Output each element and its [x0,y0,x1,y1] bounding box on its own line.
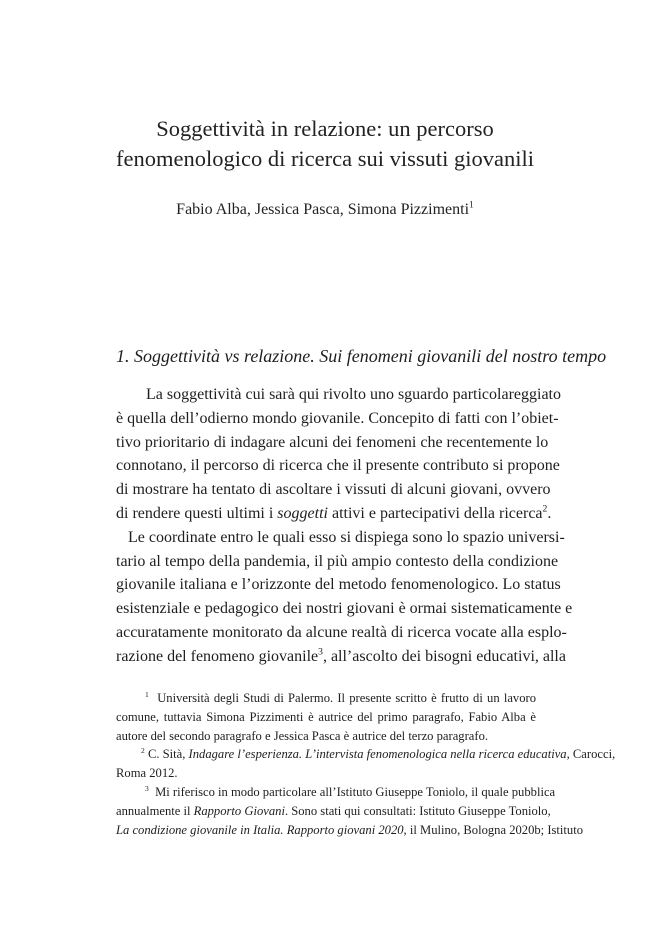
footnote-text: Mi riferisco in modo particolare all’Istituto Giuseppe Toniolo, il quale pubblica [155,784,556,799]
paragraph-2-line: Le coordinate entro le quali esso si dispiega sono lo spazio universi- [128,528,565,546]
section-heading: 1. Soggettività vs relazione. Sui fenomeni giovanili del nostro tempo [116,346,607,366]
text-run: di rendere questi ultimi i [116,504,278,522]
footnote-ref-1[interactable]: 1 [469,199,474,211]
cited-title: La condizione giovanile in Italia. Rapporto giovani 2020 [116,822,404,837]
footnote-3-line [116,783,556,802]
paragraph-2-line [116,645,566,669]
paragraph-2-line: accuratamente monitorato da alcune realtà di ricerca vocate alla esplo- [116,623,567,641]
cited-title: Indagare l’esperienza. L’intervista fenomenologica nella ricerca educativa [188,747,567,762]
footnote-mark-2: 2 [141,746,145,756]
paper-title [0,114,650,174]
body-text [116,383,573,669]
text-run: , all’ascolto dei bisogni educativi, alla [322,647,566,665]
title-line-1: Soggettività in relazione: un percorso [156,116,494,141]
footnote-2-line: Roma 2012. [116,766,178,781]
footnote-ref-3[interactable]: 3 [318,646,323,658]
paragraph-2-line: tario al tempo della pandemia, il più ampio contesto della condizione [116,552,559,570]
cited-title: Rapporto Giovani [193,803,285,818]
paragraph-1-line: La soggettività cui sarà qui rivolto uno sguardo particolareggiato [146,386,561,403]
footnote-text: annualmente il [116,803,194,818]
footnote-text: , Carocci, [566,747,616,762]
paragraph-2-line: esistenziale e pedagogico dei nostri giovani è ormai sistematicamente e [116,600,573,618]
paragraph-1-last-line [116,502,552,526]
footnote-1-line: autore del secondo paragrafo e Jessica Pasca è autrice del terzo paragrafo. [116,728,489,743]
footnote-text: C. Sità, [147,747,189,762]
title-line-2: fenomenologico di ricerca sui vissuti giovanili [115,146,535,171]
footnote-3-line [116,802,551,821]
text-run: . [547,504,552,522]
paragraph-2-line: giovanile italiana e l’orizzonte del metodo fenomenologico. Lo status [116,576,561,594]
footnote-mark-1: 1 [145,689,149,699]
footnote-3-line [116,821,584,840]
footnote-text: , il Mulino, Bologna 2020b; Istituto [403,822,584,837]
footnote-1-line: comune, tuttavia Simona Pizzimenti è autrice del primo paragrafo, Fabio Alba è [116,709,536,724]
footnote-text: . Sono stati qui consultati: Istituto Giuseppe Toniolo, [284,803,551,818]
footnotes [116,689,616,839]
text-run: razione del fenomeno giovanile [116,647,319,665]
text-run: attivi e partecipativi della ricerca [327,504,543,522]
footnote-1-line [116,689,536,708]
emphasis-soggetti: soggetti [277,504,328,522]
footnote-ref-2[interactable]: 2 [542,503,548,515]
footnote-mark-3: 3 [145,783,149,793]
footnote-text: Università degli Studi di Palermo. Il presente scritto è frutto di un lavoro [157,691,536,705]
paragraph-1-line: tivo prioritario di indagare alcuni dei fenomeni che recentemente lo [116,433,549,451]
paragraph-1-line: è quella dell’odierno mondo giovanile. Concepito di fatti con l’obiet- [116,409,559,427]
footnote-2-line [116,745,616,764]
paragraph-1-line: connotano, il percorso di ricerca che il presente contributo si propone [116,457,560,475]
author-names: Fabio Alba, Jessica Pasca, Simona Pizzimenti [176,201,470,218]
author-list [0,200,650,220]
paragraph-1-line: di mostrare ha tentato di ascoltare i vissuti di alcuni giovani, ovvero [116,481,551,499]
